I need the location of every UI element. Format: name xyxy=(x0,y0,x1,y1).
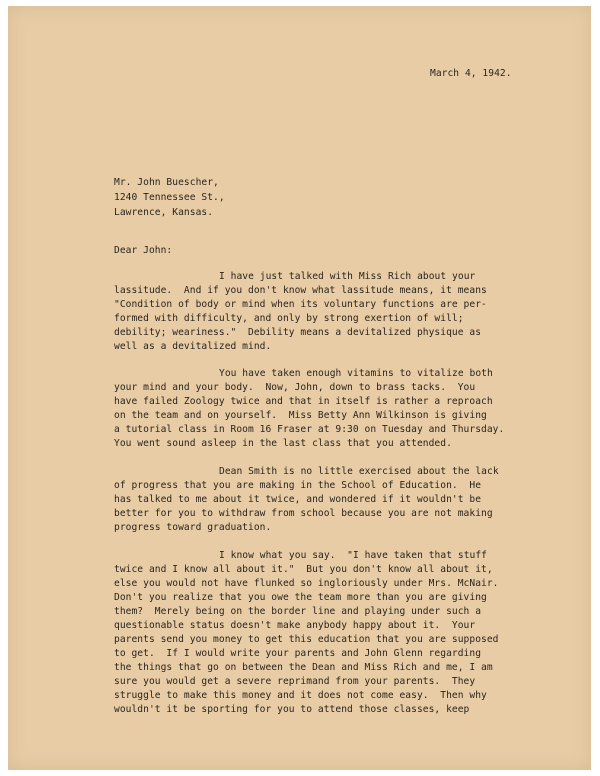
paragraph-line: You went sound asleep in the last class that you attended. xyxy=(114,438,452,449)
paragraph-line: better for you to withdraw from school because you are not making xyxy=(114,508,493,519)
paragraph-line: them? Merely being on the border line and playing under such a xyxy=(114,606,482,617)
paragraph-line: struggle to make this money and it does not come easy. Then why xyxy=(114,690,487,701)
paragraph-line: formed with difficulty, and only by strong exertion of will; xyxy=(114,313,464,324)
paragraph-line: on the team and on yourself. Miss Betty Ann Wilkinson is giving xyxy=(114,410,487,421)
paragraph-line: wouldn't it be sporting for you to attend those classes, keep xyxy=(114,704,470,715)
paragraph-line: "Condition of body or mind when its voluntary functions are per- xyxy=(114,299,487,310)
salutation: Dear John: xyxy=(114,245,173,256)
paragraph-line: of progress that you are making in the School of Education. He xyxy=(114,480,482,491)
paragraph-line: lassitude. And if you don't know what lassitude means, it means xyxy=(114,285,487,296)
letter-page xyxy=(8,6,591,770)
recipient-name: Mr. John Buescher, xyxy=(114,177,219,188)
paragraph-line: debility; weariness." Debility means a devitalized physique as xyxy=(114,327,482,338)
paragraph-line: You have taken enough vitamins to vitalize both xyxy=(219,368,493,379)
recipient-city: Lawrence, Kansas. xyxy=(114,207,214,218)
paragraph-line: Don't you realize that you owe the team more than you are giving xyxy=(114,592,487,603)
letter-date: March 4, 1942. xyxy=(430,68,512,79)
paragraph-line: else you would not have flunked so ingloriously under Mrs. McNair. xyxy=(114,578,499,589)
paragraph-line: parents send you money to get this education that you are supposed xyxy=(114,634,499,645)
paragraph-line: twice and I know all about it." But you don't know all about it, xyxy=(114,564,493,575)
paragraph-line: a tutorial class in Room 16 Fraser at 9:30 on Tuesday and Thursday. xyxy=(114,424,505,435)
paragraph-line: I know what you say. "I have taken that stuff xyxy=(219,550,487,561)
paragraph-line: well as a devitalized mind. xyxy=(114,341,272,352)
paragraph-line: your mind and your body. Now, John, down to brass tacks. You xyxy=(114,382,476,393)
paragraph-line: to get. If I would write your parents and John Glenn regarding xyxy=(114,648,482,659)
paragraph-line: progress toward graduation. xyxy=(114,522,272,533)
paragraph-line: Dean Smith is no little exercised about the lack xyxy=(219,466,499,477)
paragraph-line: has talked to me about it twice, and wondered if it wouldn't be xyxy=(114,494,482,505)
paragraph-line: have failed Zoology twice and that in itself is rather a reproach xyxy=(114,396,493,407)
paragraph-line: the things that go on between the Dean and Miss Rich and me, I am xyxy=(114,662,493,673)
paragraph-line: I have just talked with Miss Rich about your xyxy=(219,271,476,282)
paragraph-line: questionable status doesn't make anybody happy about it. Your xyxy=(114,620,476,631)
letter-body xyxy=(8,6,591,770)
paragraph-line: sure you would get a severe reprimand from your parents. They xyxy=(114,676,476,687)
recipient-street: 1240 Tennessee St., xyxy=(114,192,225,203)
